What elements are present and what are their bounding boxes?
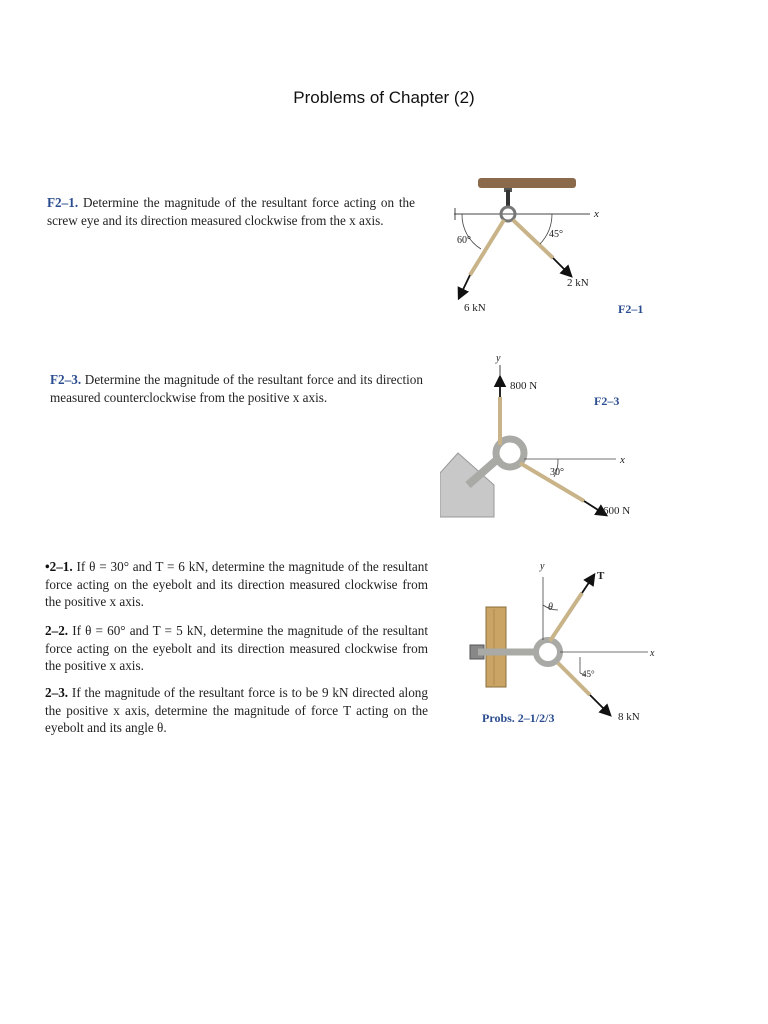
force-6kn-arrow (459, 275, 470, 298)
page-title: Problems of Chapter (2) (293, 88, 475, 107)
problem-2-2 (45, 622, 428, 675)
angle-45-label: 45° (582, 669, 595, 679)
problem-text: Determine the magnitude of the resultant force acting on the screw eye and its direction measured clockwise from the x axis. (47, 195, 416, 228)
force-2kn-arrow (553, 258, 571, 276)
angle-theta-label: θ (548, 602, 553, 613)
problem-2-3 (45, 684, 428, 737)
angle-45-label: 45° (549, 229, 563, 240)
force-8kn-label: 8 kN (618, 711, 640, 723)
force-t-label: T (597, 570, 605, 582)
force-800n-label: 800 N (510, 380, 538, 392)
eyebolt (536, 640, 560, 664)
problem-number: 2–2. (45, 623, 69, 638)
figure-caption: F2–3 (594, 394, 620, 408)
x-axis-label: x (620, 454, 625, 466)
problem-2-1 (45, 558, 428, 611)
figure-f2-3 (440, 345, 660, 525)
problem-text: If θ = 60° and T = 5 kN, determine the magnitude of the resultant force acting on the eyebolt and its direction measured clockwise from the positive x axis. (45, 623, 428, 673)
y-axis-label: y (540, 561, 545, 572)
figure-probs-2-1-2-3 (460, 555, 660, 735)
force-t-arrow (582, 575, 594, 593)
force-8kn-arrow (590, 695, 610, 715)
problem-f2-1 (47, 194, 415, 229)
problem-number: 2–3. (45, 685, 69, 700)
problem-text: If the magnitude of the resultant force is to be 9 kN directed along the positive x axis, determine the magnitude of force T acting on the eyebolt and its angle θ. (45, 685, 428, 735)
problem-number: •2–1. (45, 559, 73, 574)
problem-f2-3 (50, 371, 423, 406)
force-600n-label: 600 N (603, 505, 631, 517)
figure-f2-1 (440, 170, 660, 320)
angle-60-label: 60° (457, 235, 471, 246)
figure-caption: Probs. 2–1/2/3 (482, 711, 555, 725)
problem-number: F2–3. (50, 372, 82, 387)
ceiling-plate (478, 178, 576, 188)
x-axis-label: x (594, 208, 599, 220)
force-2kn-label: 2 kN (567, 277, 589, 289)
problem-text: If θ = 30° and T = 6 kN, determine the magnitude of the resultant force acting on the eyebolt and its direction measured clockwise from the positive x axis. (45, 559, 429, 609)
angle-30-label: 30° (550, 467, 564, 478)
y-axis-label: y (496, 353, 501, 364)
figure-caption: F2–1 (618, 302, 644, 316)
problem-text: Determine the magnitude of the resultant force and its direction measured counterclockwise from the positive x axis. (50, 372, 423, 405)
wooden-post (486, 607, 506, 687)
wall-block (440, 453, 494, 517)
x-axis-label: x (650, 648, 655, 659)
problem-number: F2–1. (47, 195, 79, 210)
force-6kn-label: 6 kN (464, 302, 486, 314)
